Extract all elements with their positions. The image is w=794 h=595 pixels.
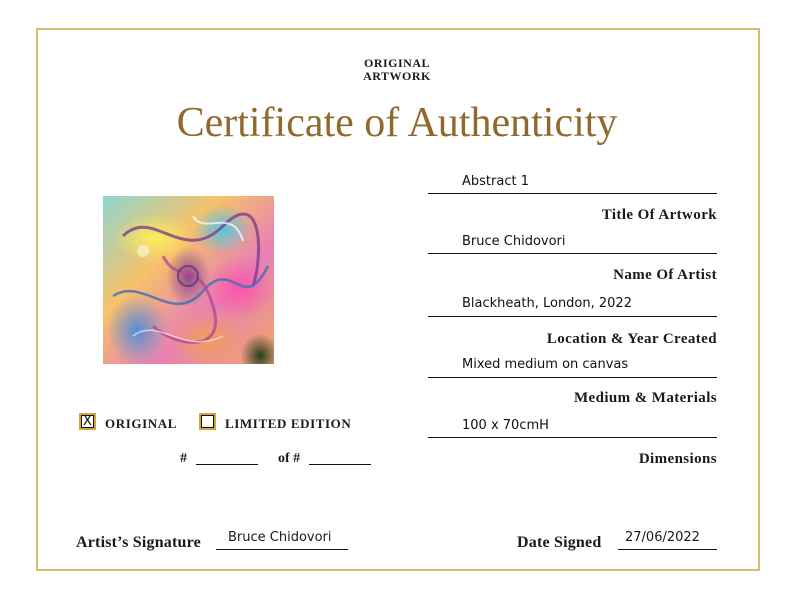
artist-signature-label: Artist’s Signature <box>76 534 201 551</box>
limited-edition-checkbox[interactable] <box>199 413 216 430</box>
medium-label: Medium & Materials <box>574 390 717 406</box>
artwork-title-label: Title Of Artwork <box>601 207 717 223</box>
limited-edition-label: LIMITED EDITION <box>225 416 352 431</box>
dimensions-line <box>428 437 717 438</box>
artist-name-line <box>428 253 717 254</box>
edition-number-blank[interactable] <box>196 464 258 465</box>
artwork-title-line <box>428 193 717 194</box>
certificate-title: Certificate of Authenticity <box>176 100 618 146</box>
original-label: ORIGINAL <box>105 416 177 431</box>
date-signed-line[interactable] <box>618 549 717 550</box>
medium-line <box>428 377 717 378</box>
edition-total-prefix: of # <box>278 451 301 466</box>
medium-value: Mixed medium on canvas <box>462 357 629 372</box>
location-year-value: Blackheath, London, 2022 <box>462 296 632 311</box>
eyebrow-line-1: ORIGINAL <box>363 56 430 70</box>
location-year-label: Location & Year Created <box>546 331 717 347</box>
dimensions-label: Dimensions <box>638 451 717 467</box>
original-checkbox[interactable]: X <box>79 413 96 430</box>
edition-total-blank[interactable] <box>309 464 371 465</box>
artist-name-label: Name Of Artist <box>613 267 717 283</box>
artist-signature-value: Bruce Chidovori <box>228 530 332 545</box>
edition-number-prefix: # <box>180 451 187 466</box>
date-signed-value: 27/06/2022 <box>625 530 700 545</box>
artist-signature-line[interactable] <box>216 549 348 550</box>
artist-name-value: Bruce Chidovori <box>462 234 566 249</box>
artwork-swirls <box>103 196 274 364</box>
dimensions-value: 100 x 70cmH <box>462 418 549 433</box>
artwork-image <box>103 196 274 364</box>
date-signed-label: Date Signed <box>517 534 602 551</box>
location-year-line <box>428 316 717 317</box>
artwork-title-value: Abstract 1 <box>462 174 529 189</box>
eyebrow-line-2: ARTWORK <box>363 69 431 83</box>
